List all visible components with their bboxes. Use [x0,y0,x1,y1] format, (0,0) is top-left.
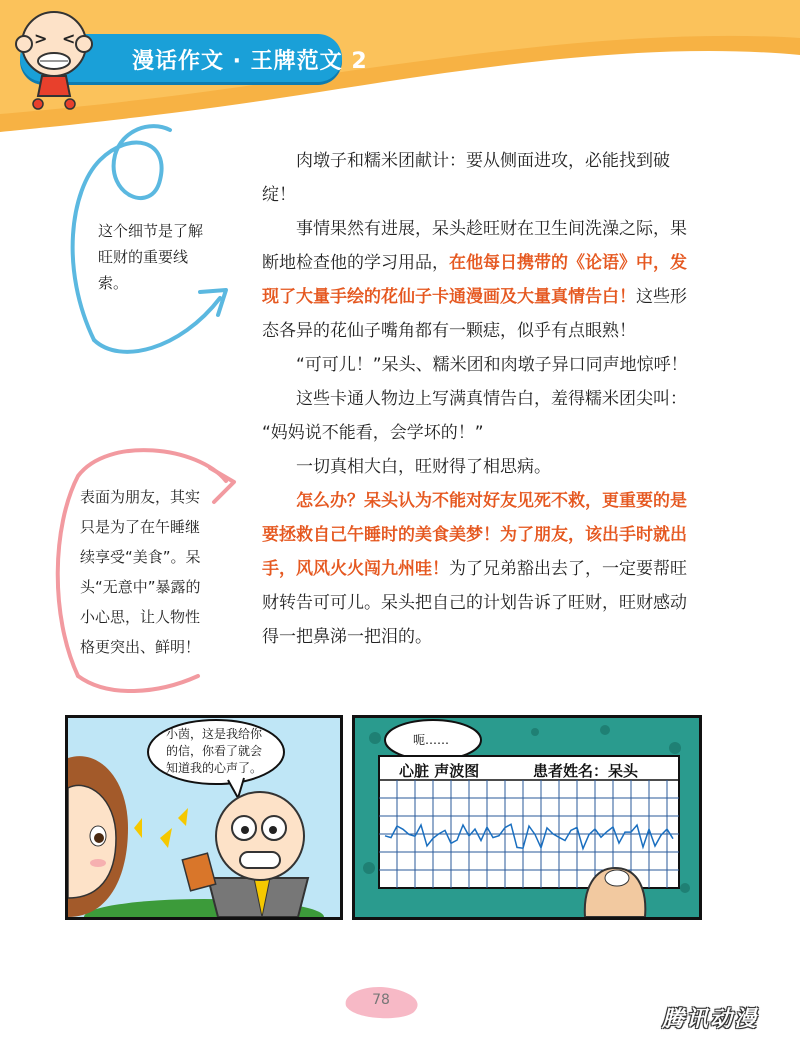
paragraph [262,450,702,484]
svg-text:>: > [34,29,48,48]
ekg-patient-label: 患者姓名：呆头 [533,762,639,780]
side-note-2: 表面为朋友，其实只是为了在午睡继续享受“美食”。呆头“无意中”暴露的小心思，让人物性格更突出、鲜明！ [80,488,201,656]
paragraph [262,212,702,348]
article-body [262,144,702,654]
paragraph [262,416,702,450]
paragraph [262,484,702,654]
panel2-speech: 呃…… [413,733,450,747]
highlighted-text: 怎么办？呆头认为不能对好友见死不救，更重要的是要拯救自己午睡时的美食美梦！为了朋友，该出手时就出手，风风火火闯九州哇！ [262,491,687,579]
comic-panel-2 [352,715,702,920]
text-segment: 事情果然有进展，呆头趁旺财在卫生间洗澡之际，果断地检查他的学习用品， [262,219,687,273]
text-segment: 为了兄弟豁出去了，一定要帮旺财转告可可儿。呆头把自己的计划告诉了旺财，旺财感动得一把鼻涕一把泪的。 [262,559,687,647]
highlighted-text: 在他每日携带的《论语》中，发现了大量手绘的花仙子卡通漫画及大量真情告白！ [262,253,687,307]
comic-panel-1 [65,715,343,920]
watermark-logo: 腾讯动漫 [662,1007,759,1032]
page-number: 78 [372,992,390,1008]
side-note-1: 这个细节是了解旺财的重要线索。 [98,222,204,292]
panel2-illustration [355,718,699,917]
ekg-chart-title: 心脏 声波图 [399,762,480,780]
text-segment: 这些形态各异的花仙子嘴角都有一颗痣，似乎有点眼熟！ [262,287,687,341]
page-number-badge [340,982,422,1020]
text-segment: 这些卡通人物边上写满真情告白，羞得糯米团尖叫： [296,389,687,409]
paragraph [262,348,702,382]
mascot-icon [4,4,104,110]
panel1-speech: 小茵，这是我给你的信，你看了就会知道我的心声了。 [166,727,263,775]
text-segment: 肉墩子和糯米团献计：要从侧面进攻，必能找到破绽！ [262,151,670,205]
text-segment: “可可儿！”呆头、糯米团和肉墩子异口同声地惊呼！ [296,355,688,375]
paragraph [262,144,702,212]
text-segment: “妈妈说不能看，会学坏的！” [262,423,484,443]
svg-text:<: < [62,29,76,48]
paragraph [262,382,702,416]
text-segment: 一切真相大白，旺财得了相思病。 [296,457,551,477]
banner-title: 漫话作文 · 王牌范文 2 [132,49,368,74]
